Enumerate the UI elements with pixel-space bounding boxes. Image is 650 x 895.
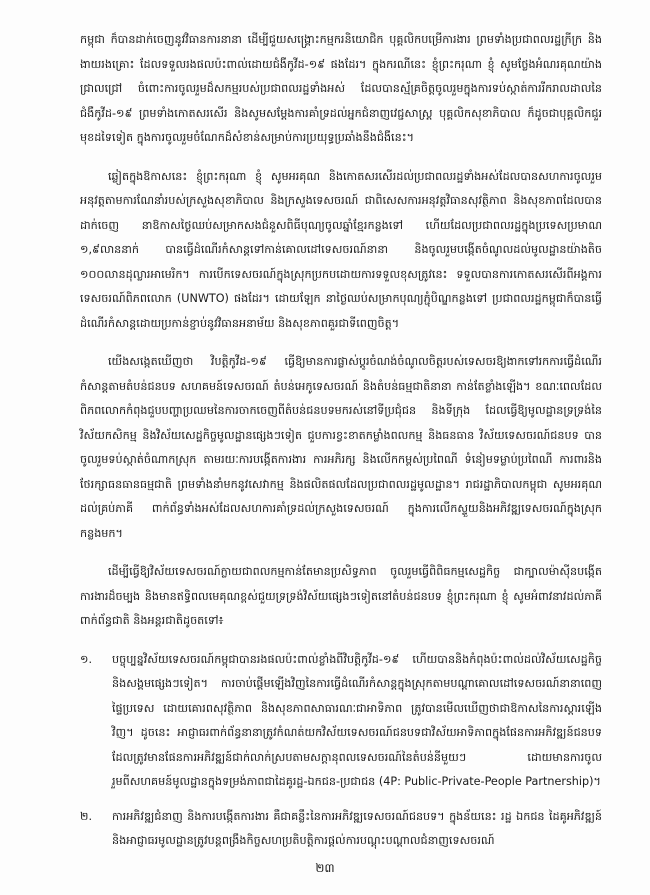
paragraph-4: ដើម្បីធ្វើឱ្យវិស័យទេសចរណ៍ក្លាយជាពលកម្មកាន់តែមានប្រសិទ្ធភាព ចូលរួមធ្វើពិពិធកម្មសេដ្ឋកិច្ច ជាក្បាលម៉ាស៊ីនបង្កើតការងារដ៏ចម្បង និងមានឥទ្ធិពលមេគុណខ្ពស់ជួយទ្រទ្រង់វិស័យផ្សេងៗទៀតនៅតំបន់ជនបទ ខ្ញុំព្រះករុណា ខ្ញុំ សូមអំពាវនាវដល់ភាគីពាក់ព័ន្ធជាតិ និងអន្តរជាតិដូចតទៅ៖: [80, 565, 602, 627]
paragraph-3: យើងសង្កេតឃើញថា វិបត្តិកូវីដ-១៩ ធ្វើឱ្យមានការផ្លាស់ប្តូរចំណង់ចំណូលចិត្តរបស់ទេសចរឱ្យងាកទៅរកការធ្វើដំណើរកំសាន្តតាមតំបន់ជនបទ សហគមន៍ទេសចរណ៍ តំបន់អេកូទេសចរណ៍ និងតំបន់ធម្មជាតិនានា កាន់តែខ្លាំងឡើង។ ខណៈពេលដែលពិភពលោកកំពុងជួបបញ្ហាប្រឈមនៃការចាកចេញពីតំបន់ជនបទមករស់នៅទីប្រជុំជន និងទីក្រុង ដែលធ្វើឱ្យមូលដ្ឋានទ្រទ្រង់នៃវិស័យកសិកម្ម និងវិស័យសេដ្ឋកិច្ចមូលដ្ឋានផ្សេងៗទៀត ជួបការខ្វះខាតកម្លាំងពលកម្ម និងធនធាន វិស័យទេសចរណ៍ជនបទ បានចូលរួមទប់ស្កាត់ចំណាកស្រុក តាមរយៈការបង្កើតការងារ ការអភិរក្ស និងលើកកម្ពស់ប្រពៃណី ទំនៀមទម្លាប់ប្រពៃណី ការពារនិងថែរក្សាធនធានធម្មជាតិ ព្រមទាំងនាំមកនូវសេវាកម្ម និងផលិតផលដែលប្រជាពលរដ្ឋមូលដ្ឋាន។ រាជរដ្ឋាភិបាលកម្ពុជា សូមអរគុណដល់គ្រប់ភាគី ពាក់ព័ន្ធទាំងអស់ដែលសហការគាំទ្រដល់ក្រសួងទេសចរណ៍ ក្នុងការលើកស្ទួយនិងអភិវឌ្ឍទេសចរណ៍ក្នុងស្រុកកន្លងមក។: [80, 355, 602, 540]
list-item-text: បច្ចុប្បន្នវិស័យទេសចរណ៍កម្ពុជាបានរងផលប៉ះពាល់ខ្លាំងពីវិបត្តិកូវីដ-១៩ ហើយបាននិងកំពុងប៉ះពាល់ដល់វិស័យសេដ្ឋកិច្ច និងសង្គមផ្សេងៗទៀត។ ការចាប់ផ្តើមឡើងវិញនៃការធ្វើដំណើរកំសាន្តក្នុងស្រុកតាមបណ្តាគោលដៅទេសចរណ៍នានាពេញផ្ទៃប្រទេស ដោយគោរពសុវត្ថិភាព និងសុខភាពសាធារណៈជាអាទិភាព ត្រូវបានមើលឃើញថាជាឱកាសនៃការស្តារឡើងវិញ។ ដូចនេះ អាជ្ញាធរពាក់ព័ន្ធនានាត្រូវកំណត់យកវិស័យទេសចរណ៍ជនបទជាវិស័យអាទិភាពក្នុងផែនការអភិវឌ្ឍន៍ជនបទ ដែលត្រូវមានផែនការអភិវឌ្ឍន៍ជាក់លាក់ស្របតាមសក្តានុពលទេសចរណ៍នៃតំបន់នីមួយៗ ដោយមានការចូលរួមពីសហគមន៍មូលដ្ឋានក្នុងទម្រង់ភាពជាដៃគូរដ្ឋ-ឯកជន-ប្រជាជន (4P: Public-Private-People Partnership)។: [112, 652, 602, 788]
list-item: [80, 648, 602, 795]
document-body: [80, 28, 602, 864]
paragraph-1: កម្ពុជា ក៏បានដាក់ចេញនូវវិធានការនានា ដើម្បីជួយសង្គ្រោះកម្មករនិយោជិក បុគ្គលិកបម្រើការងារ ព្រមទាំងប្រជាពលរដ្ឋក្រីក្រ និងងាយរងគ្រោះ ដែលទទួលរងផលប៉ះពាល់ដោយជំងឺកូវីដ-១៩ ផងដែរ។ ក្នុងករណីនេះ ខ្ញុំព្រះករុណា ខ្ញុំ សូមថ្លែងអំណរគុណយ៉ាងជ្រាលជ្រៅ ចំពោះការចូលរួមដ៏សកម្មរបស់ប្រជាពលរដ្ឋទាំងអស់ ដែលបានស្ម័គ្រចិត្តចូលរួមក្នុងការទប់ស្កាត់ការរីករាលដាលនៃជំងឺកូវីដ-១៩ ព្រមទាំងកោតសរសើរ និងសូមសម្តែងការគាំទ្រដល់អ្នកជំនាញវេជ្ជសាស្ត្រ បុគ្គលិកសុខាភិបាល ក៏ដូចជាបុគ្គលិកជួរមុខដទៃទៀត ក្នុងការចូលរួមចំណែកដ៏សំខាន់សម្រាប់ការប្រយុទ្ធប្រឆាំងនឹងជំងឺនេះ។: [80, 33, 602, 144]
list-item: [80, 805, 602, 854]
list-item-number: ២.: [80, 809, 93, 823]
paragraph-2: ឆ្លៀតក្នុងឱកាសនេះ ខ្ញុំព្រះករុណា ខ្ញុំ សូមអរគុណ និងកោតសរសើរដល់ប្រជាពលរដ្ឋទាំងអស់ដែលបានសហការចូលរួមអនុវត្តតាមការណែនាំរបស់ក្រសួងសុខាភិបាល និងក្រសួងទេសចរណ៍ ជាពិសេសការអនុវត្តវិធានសុវត្ថិភាព និងសុខភាពដែលបានដាក់ចេញ នាឱកាសថ្ងៃឈប់សម្រាកសងជំនួសពិធីបុណ្យចូលឆ្នាំខ្មែរកន្លងទៅ ហើយដែលប្រជាពលរដ្ឋក្នុងប្រទេសប្រមាណ ១,៩លាននាក់ បានធ្វើដំណើរកំសាន្តទៅកាន់គោលដៅទេសចរណ៍នានា និងចូលរួមបង្កើតចំណូលដល់មូលដ្ឋានយ៉ាងតិច ១០០លានដុល្លារអាមេរិក។ ការបើកទេសចរណ៍ក្នុងស្រុកប្រកបដោយការទទួលខុសត្រូវនេះ ទទួលបានការកោតសរសើរពីអង្គការទេសចរណ៍ពិភពលោក (UNWTO) ផងដែរ។ ដោយឡែក នាថ្ងៃឈប់សម្រាកបុណ្យភ្ជុំបិណ្ឌកន្លងទៅ ប្រជាពលរដ្ឋកម្ពុជាក៏បានធ្វើដំណើរកំសាន្តដោយប្រកាន់ខ្ជាប់នូវវិធានអនាម័យ និងសុខភាពគួរជាទីពេញចិត្ត។: [80, 169, 602, 330]
list-item-text: ការអភិវឌ្ឍជំនាញ និងការបង្កើតការងារ គឺជាគន្លឹះនៃការអភិវឌ្ឍទេសចរណ៍ជនបទ។ ក្នុងន័យនេះ រដ្ឋ ឯកជន ដៃគូអភិវឌ្ឍន៍ និងអាជ្ញាធរមូលដ្ឋានត្រូវបន្តពង្រឹងកិច្ចសហប្រតិបត្តិការផ្តល់ការបណ្តុះបណ្តាលជំនាញទេសចរណ៍: [112, 809, 602, 847]
recommendation-list: [80, 648, 602, 854]
list-item-number: ១.: [80, 652, 93, 666]
page-number: ២៣: [315, 861, 335, 875]
